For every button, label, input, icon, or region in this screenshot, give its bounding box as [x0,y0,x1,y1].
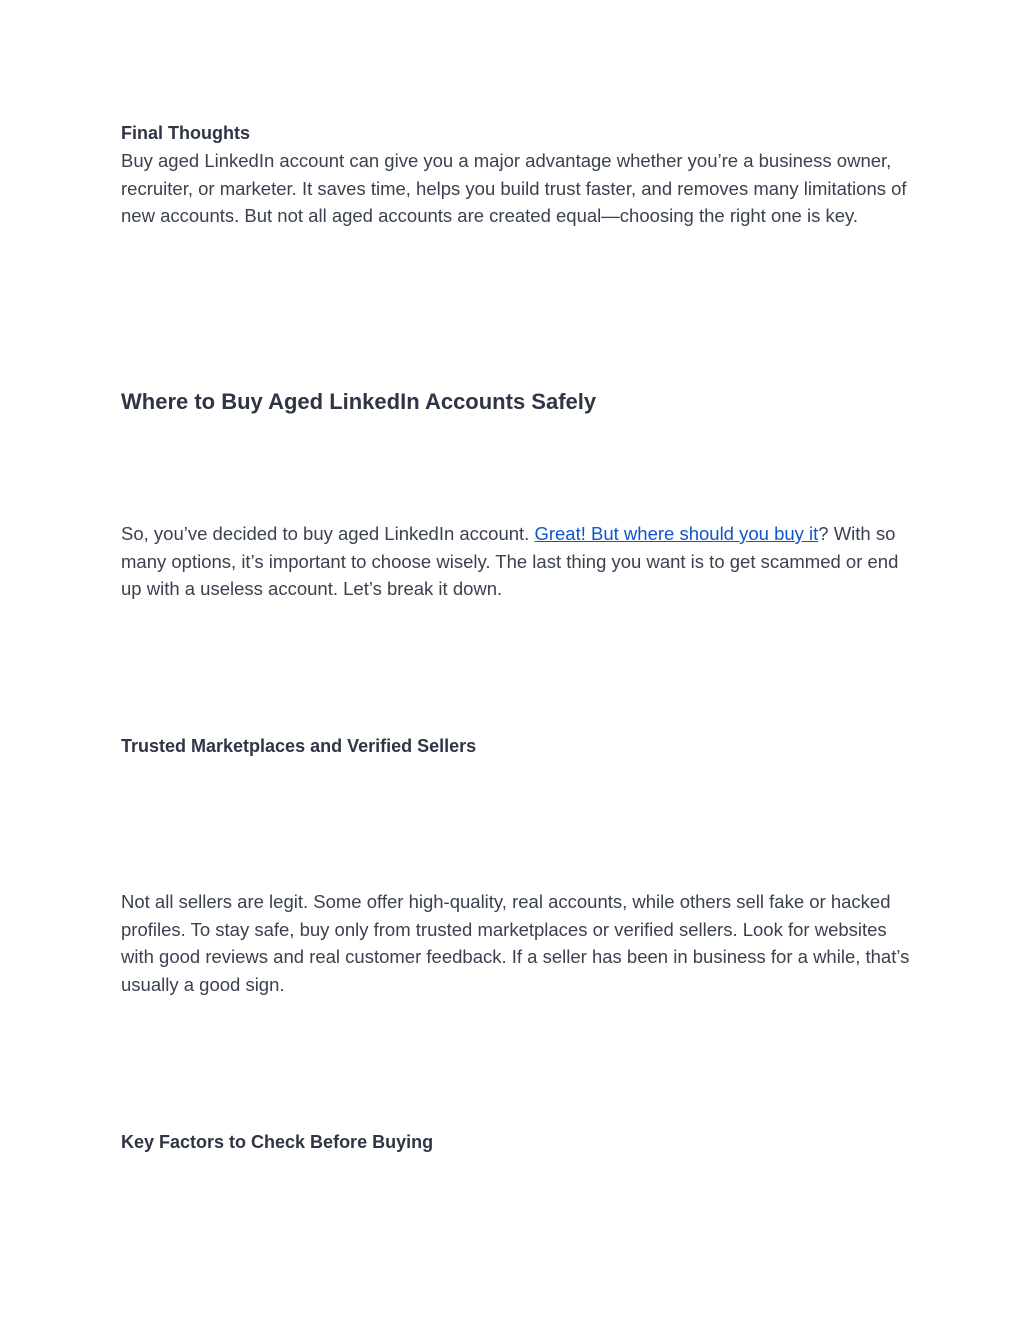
where-to-buy-link[interactable]: Great! But where should you buy it [534,523,819,544]
where-to-buy-heading: Where to Buy Aged LinkedIn Accounts Safely [121,389,597,414]
trusted-marketplaces-heading: Trusted Marketplaces and Verified Sellers [121,736,477,756]
trusted-marketplaces-paragraph: Not all sellers are legit. Some offer high-quality, real accounts, while others sell fake or hacked profiles. To stay safe, buy only from trusted marketplaces or verified sellers. Look for websites with good reviews and real customer feedback. If a seller has been in business for a while, that’s usually a good sign. [121,891,910,996]
where-to-buy-text-after-link: ? With so many options, it’s important to choose wisely. The last thing you want is to get scammed or end up with a useless account. Let’s break it down. [121,523,899,600]
final-thoughts-section [121,119,911,230]
final-thoughts-heading: Final Thoughts [121,123,250,143]
where-to-buy-text-before-link: So, you’ve decided to buy aged LinkedIn account. [121,523,535,544]
where-to-buy-paragraph [121,520,911,603]
key-factors-heading: Key Factors to Check Before Buying [121,1132,434,1152]
final-thoughts-paragraph: Buy aged LinkedIn account can give you a major advantage whether you’re a business owner, recruiter, or marketer. It saves time, helps you build trust faster, and removes many limitations of new accounts. But not all aged accounts are created equal—choosing the right one is key. [121,150,907,227]
